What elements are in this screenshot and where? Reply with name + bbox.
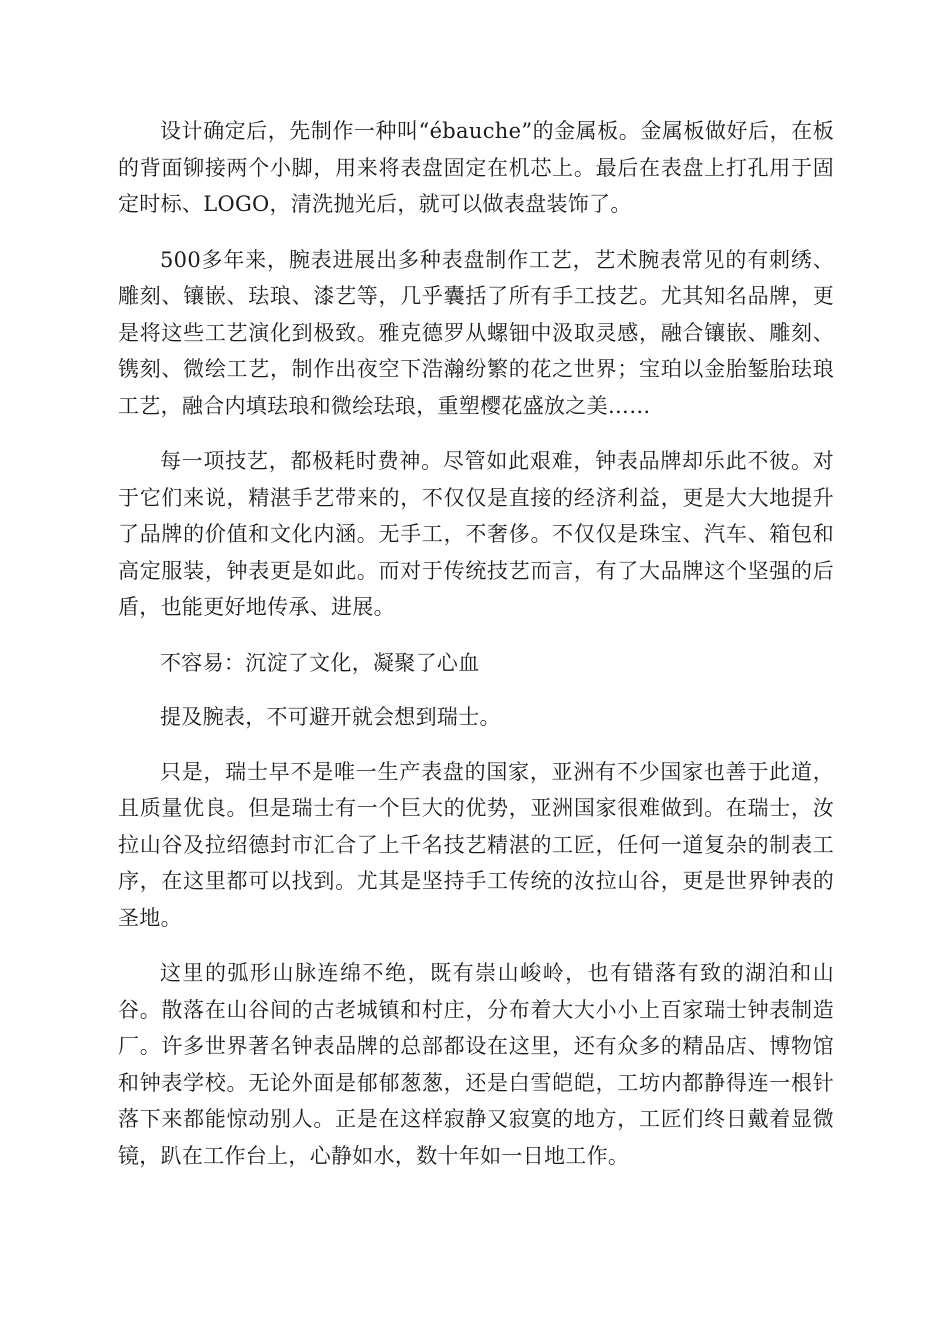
- paragraph-brand-value: 每一项技艺，都极耗时费神。尽管如此艰难，钟表品牌却乐此不彼。对于它们来说，精湛手艺带来的，不仅仅是直接的经济利益，更是大大地提升了品牌的价值和文化内涵。无手工，不奢侈。不仅仅是珠宝、汽车、箱包和高定服装，钟表更是如此。而对于传统技艺而言，有了大品牌这个坚强的后盾，也能更好地传承、进展。: [118, 449, 834, 619]
- document-page: [118, 113, 834, 1193]
- paragraph-switzerland-intro: 提及腕表，不可避开就会想到瑞士。: [160, 705, 501, 729]
- paragraph-ebauche: 设计确定后，先制作一种叫“ébauche”的金属板。金属板做好后，在板的背面铆接两个小脚，用来将表盘固定在机芯上。最后在表盘上打孔用于固定时标、LOGO，清洗抛光后，就可以做表盘装饰了。: [118, 119, 834, 216]
- section-heading: 不容易：沉淀了文化，凝聚了心血: [160, 650, 480, 675]
- paragraph-swiss-advantage: 只是，瑞士早不是唯一生产表盘的国家，亚洲有不少国家也善于此道，且质量优良。但是瑞士有一个巨大的优势，亚洲国家很难做到。在瑞士，汝拉山谷及拉绍德封市汇合了上千名技艺精湛的工匠，任何一道复杂的制表工序，在这里都可以找到。尤其是坚持手工传统的汝拉山谷，更是世界钟表的圣地。: [118, 759, 834, 930]
- paragraph-dial-crafts: 500多年来，腕表进展出多种表盘制作工艺，艺术腕表常见的有刺绣、雕刻、镶嵌、珐琅、漆艺等，几乎囊括了所有手工技艺。尤其知名品牌，更是将这些工艺演化到极致。雅克德罗从螺钿中汲取灵感，融合镶嵌、雕刻、镌刻、微绘工艺，制作出夜空下浩瀚纷繁的花之世界；宝珀以金胎錾胎珐琅工艺，融合内填珐琅和微绘珐琅，重塑樱花盛放之美……: [118, 247, 834, 418]
- paragraph-jura-valley: 这里的弧形山脉连绵不绝，既有崇山峻岭，也有错落有致的湖泊和山谷。散落在山谷间的古老城镇和村庄，分布着大大小小上百家瑞士钟表制造厂。许多世界著名钟表品牌的总部都设在这里，还有众多的精品店、博物馆和钟表学校。无论外面是郁郁葱葱，还是白雪皑皑，工坊内都静得连一根针落下来都能惊动别人。正是在这样寂静又寂寞的地方，工匠们终日戴着显微镜，趴在工作台上，心静如水，数十年如一日地工作。: [118, 961, 834, 1168]
